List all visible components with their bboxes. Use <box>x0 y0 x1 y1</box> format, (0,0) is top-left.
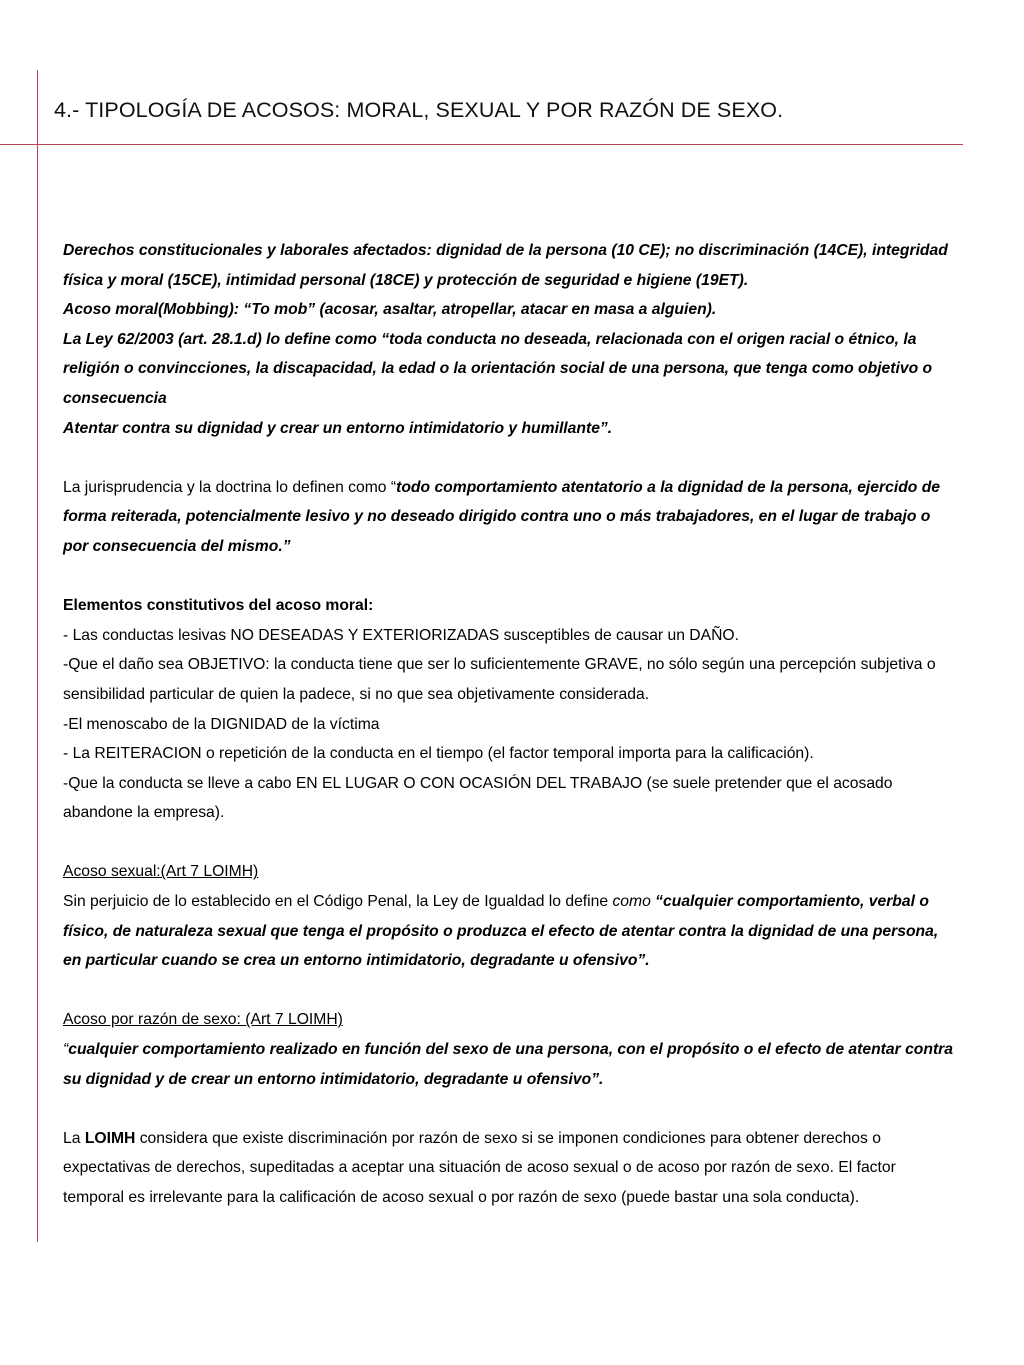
acoso-sexual-heading: Acoso sexual:(Art 7 LOIMH) <box>63 863 259 881</box>
acoso-sexual-como: como <box>612 893 651 911</box>
elementos-item: -El menoscabo de la DIGNIDAD de la víctima <box>63 715 380 733</box>
acoso-razon-sexo-heading: Acoso por razón de sexo: (Art 7 LOIMH) <box>63 1011 343 1029</box>
acoso-sexual-paragraph <box>63 887 953 976</box>
jurisprudencia-quote: todo comportamiento atentatorio a la dignidad de la persona, ejercido de forma reiterada, potencialmente lesivo y no deseado dirigido contra uno o más trabajadores, en el lugar de trabajo o por consecuencia del mismo.” <box>63 478 941 555</box>
page-title: 4.- TIPOLOGÍA DE ACOSOS: MORAL, SEXUAL Y POR RAZÓN DE SEXO. <box>54 98 784 122</box>
loimh-paragraph <box>63 1124 953 1213</box>
elementos-heading: Elementos constitutivos del acoso moral: <box>63 597 374 615</box>
acoso-sexual-lead: Sin perjuicio de lo establecido en el Código Penal, la Ley de Igualdad lo define <box>63 893 613 911</box>
elementos-item: - La REITERACION o repetición de la conducta en el tiempo (el factor temporal importa para la calificación). <box>63 745 814 763</box>
jurisprudencia-lead: La jurisprudencia y la doctrina lo definen como “ <box>63 478 397 496</box>
elementos-item: -Que la conducta se lleve a cabo EN EL LUGAR O CON OCASIÓN DEL TRABAJO (se suele pretender que el acosado abandone la empresa). <box>63 774 893 822</box>
ley-62-2003-conclusion: Atentar contra su dignidad y crear un entorno intimidatorio y humillante”. <box>63 419 613 437</box>
acoso-sexual-quote: “cualquier comportamiento, verbal o físico, de naturaleza sexual que tenga el propósito o produzca el efecto de atentar contra la dignidad de una persona, en particular cuando se crea un entorno intimidatorio, degradante u ofensivo”. <box>63 893 939 970</box>
document-body <box>63 236 953 1213</box>
margin-vertical-rule <box>37 70 38 1242</box>
mobbing-definition: Acoso moral(Mobbing): “To mob” (acosar, asaltar, atropellar, atacar en masa a alguien). <box>63 301 717 319</box>
jurisprudencia-paragraph <box>63 473 953 562</box>
header-horizontal-rule <box>0 144 963 145</box>
acoso-razon-sexo-quote: cualquier comportamiento realizado en función del sexo de una persona, con el propósito o el efecto de atentar contra su dignidad y de crear un entorno intimidatorio, degradante u ofensivo”. <box>63 1041 954 1088</box>
acoso-razon-sexo-paragraph <box>63 1035 953 1094</box>
elementos-item: - Las conductas lesivas NO DESEADAS Y EXTERIORIZADAS susceptibles de causar un DAÑO. <box>63 626 739 644</box>
loimh-rest: considera que existe discriminación por razón de sexo si se imponen condiciones para obtener derechos o expectativas de derechos, supeditadas a aceptar una situación de acoso sexual o de acoso por razón de sexo. El factor temporal es irrelevante para la calificación de acoso sexual o por razón de sexo (puede bastar una sola conducta). <box>63 1129 896 1206</box>
rights-paragraph: Derechos constitucionales y laborales afectados: dignidad de la persona (10 CE); no discriminación (14CE), integridad física y moral (15CE), intimidad personal (18CE) y protección de seguridad e higiene (19ET). <box>63 242 948 289</box>
loimh-lead: La <box>63 1129 85 1147</box>
loimh-bold: LOIMH <box>84 1129 136 1147</box>
ley-62-2003-paragraph: La Ley 62/2003 (art. 28.1.d) lo define como “toda conducta no deseada, relacionada con el origen racial o étnico, la religión o convincciones, la discapacidad, la edad o la orientación social de una persona, que tenga como objetivo o consecuencia <box>63 330 933 407</box>
acoso-razon-sexo-open-quote: “ <box>63 1041 69 1059</box>
elementos-item: -Que el daño sea OBJETIVO: la conducta tiene que ser lo suficientemente GRAVE, no sólo según una percepción subjetiva o sensibilidad particular de quien la padece, si no que sea objetivamente considerada. <box>63 656 936 703</box>
